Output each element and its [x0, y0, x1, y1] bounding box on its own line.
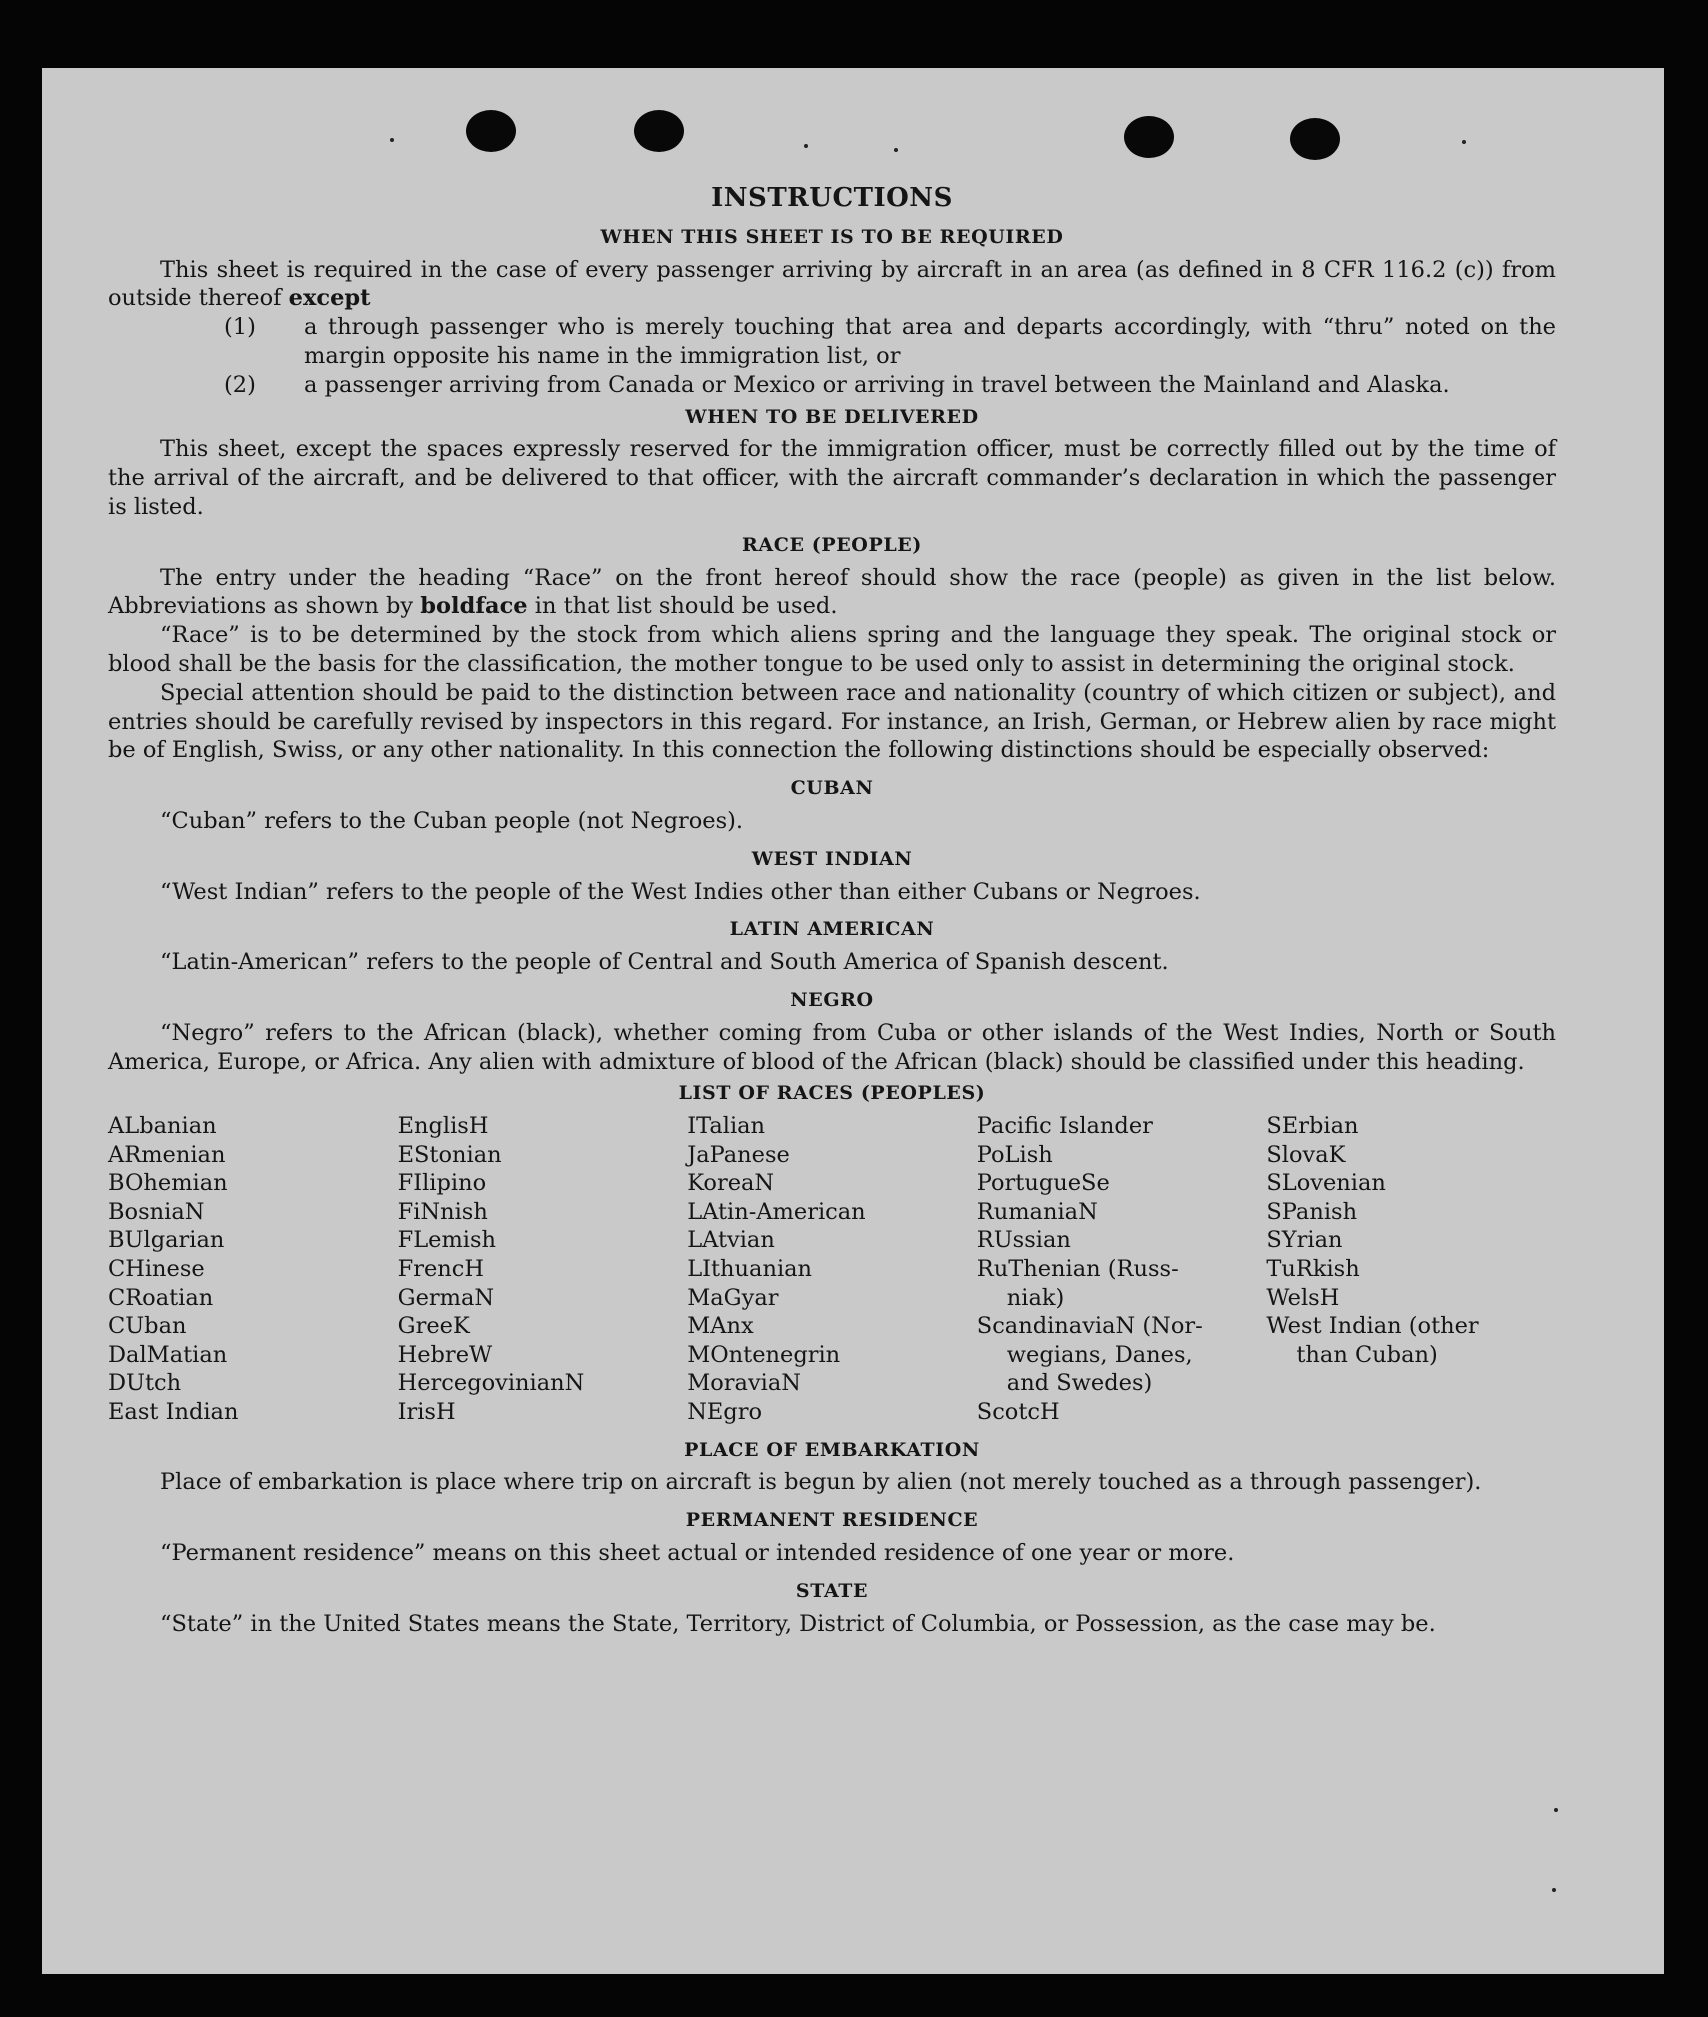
instructions-content [108, 184, 1556, 1638]
race-entry: and Swedes) [1006, 1370, 1153, 1397]
race-entry: ITalian [687, 1113, 766, 1140]
race-entry: MoraviaN [687, 1370, 801, 1397]
race-paragraph-3: Special attention should be paid to the distinction between race and nationality (country of which citizen or subject), and entries should be carefully revised by inspectors in this regard. For instance, an Irish, German, or Hebrew alien by race might be of English, Swiss, or any other nationality. In this connection the following distinctions should be especially observed: [108, 679, 1556, 764]
race-entry: HebreW [397, 1341, 493, 1368]
negro-text: “Negro” refers to the African (black), whether coming from Cuba or other islands of the West Indies, North or South America, Europe, or Africa. Any alien with admixture of blood of the African (black) should be classified under this heading. [108, 1019, 1556, 1075]
state-text: “State” in the United States means the State, Territory, District of Columbia, or Possession, as the case may be. [160, 1610, 1436, 1637]
race-entry: CHinese [108, 1256, 205, 1283]
race-entry: PoLish [976, 1141, 1053, 1168]
punch-hole [1290, 118, 1340, 160]
race-entry: TuRkish [1266, 1256, 1360, 1283]
exception-list [108, 313, 1556, 399]
page-title: INSTRUCTIONS [711, 183, 953, 213]
race-entry: DUtch [108, 1370, 182, 1397]
race-entry: SlovaK [1266, 1141, 1346, 1168]
speck [390, 138, 394, 142]
race-entry: HercegovinianN [397, 1370, 585, 1397]
punch-hole [1124, 116, 1174, 158]
race-entry: ALbanian [108, 1113, 217, 1140]
race-entry: BUlgarian [108, 1227, 225, 1254]
heading-state: STATE [795, 1579, 869, 1602]
cuban-text: “Cuban” refers to the Cuban people (not Negroes). [160, 807, 744, 834]
race-entry: ARmenian [108, 1141, 226, 1168]
race-entry: NEgro [687, 1399, 763, 1426]
speck [894, 148, 898, 152]
race-entry: East Indian [108, 1399, 239, 1426]
heading-race: RACE (PEOPLE) [742, 533, 922, 556]
races-column-1 [108, 1112, 398, 1427]
races-column-3 [687, 1112, 977, 1427]
race-entry: than Cuban) [1296, 1341, 1438, 1368]
speck [1462, 140, 1466, 144]
race-entry: MaGyar [687, 1284, 779, 1311]
heading-latin-american: LATIN AMERICAN [729, 918, 935, 941]
latin-american-text: “Latin-American” refers to the people of Central and South America of Spanish descent. [160, 949, 1169, 976]
race-entry: West Indian (other [1266, 1313, 1479, 1340]
race-entry: MOntenegrin [687, 1341, 841, 1368]
heading-list-of-races: LIST OF RACES (PEOPLES) [678, 1082, 986, 1105]
race-entry: ScandinaviaN (Nor- [976, 1313, 1203, 1340]
heading-negro: NEGRO [790, 988, 874, 1011]
race-entry: FrencH [397, 1256, 484, 1283]
punch-hole [466, 110, 516, 152]
heading-required: WHEN THIS SHEET IS TO BE REQUIRED [600, 225, 1064, 248]
race-entry: CRoatian [108, 1284, 214, 1311]
race-entry: SPanish [1266, 1198, 1358, 1225]
race-entry: SLovenian [1266, 1170, 1386, 1197]
speck [804, 144, 808, 148]
heading-cuban: CUBAN [790, 777, 874, 800]
race-entry: JaPanese [687, 1141, 790, 1168]
race-entry: CUban [108, 1313, 187, 1340]
race-entry: SYrian [1266, 1227, 1343, 1254]
race-entry: GreeK [397, 1313, 470, 1340]
heading-embarkation: PLACE OF EMBARKATION [684, 1438, 980, 1461]
race-entry: FLemish [397, 1227, 497, 1254]
race-entry: FIlipino [397, 1170, 487, 1197]
race-entry: LAtin-American [687, 1198, 866, 1225]
list-item: (1) a through passenger who is merely touching that area and departs accordingly, with “thru” noted on the margin opposite his name in the immigration list, or [224, 314, 1556, 369]
race-entry: MAnx [687, 1313, 754, 1340]
race-entry: wegians, Danes, [1006, 1341, 1193, 1368]
speck [1552, 1888, 1556, 1892]
races-list [108, 1112, 1556, 1427]
required-intro: This sheet is required in the case of every passenger arriving by aircraft in an area (as defined in 8 CFR 116.2 (c)) from outside thereof except [108, 256, 1556, 312]
speck [1554, 1808, 1558, 1812]
race-entry: IrisH [397, 1399, 456, 1426]
heading-west-indian: WEST INDIAN [751, 847, 913, 870]
punch-hole [634, 110, 684, 152]
heading-delivered: WHEN TO BE DELIVERED [685, 405, 979, 428]
races-column-5 [1266, 1112, 1556, 1427]
west-indian-text: “West Indian” refers to the people of the West Indies other than either Cubans or Negroes. [160, 878, 1201, 905]
races-column-2 [398, 1112, 688, 1427]
delivered-text: This sheet, except the spaces expressly reserved for the immigration officer, must be correctly filled out by the time of the arrival of the aircraft, and be delivered to that officer, with the aircraft commander’s declaration in which the passenger is listed. [108, 436, 1557, 520]
heading-permanent-residence: PERMANENT RESIDENCE [685, 1509, 979, 1532]
race-entry: Pacific Islander [976, 1113, 1153, 1140]
race-entry: WelsH [1266, 1284, 1340, 1311]
race-entry: SErbian [1266, 1113, 1359, 1140]
race-entry: RuThenian (Russ- [976, 1256, 1179, 1283]
race-entry: LIthuanian [687, 1256, 813, 1283]
races-column-4 [977, 1112, 1267, 1427]
race-entry: BOhemian [108, 1170, 228, 1197]
race-entry: EnglisH [397, 1113, 489, 1140]
race-entry: BosniaN [108, 1198, 205, 1225]
race-entry: FiNnish [397, 1198, 488, 1225]
permanent-residence-text: “Permanent residence” means on this sheet actual or intended residence of one year or more. [160, 1540, 1235, 1567]
embarkation-text: Place of embarkation is place where trip on aircraft is begun by alien (not merely touched as a through passenger). [160, 1469, 1482, 1496]
race-entry: PortugueSe [976, 1170, 1110, 1197]
race-paragraph-1: The entry under the heading “Race” on the front hereof should show the race (people) as given in the list below. Abbreviations as shown by boldface in that list should be used. [108, 564, 1556, 620]
race-paragraph-2: “Race” is to be determined by the stock from which aliens spring and the language they speak. The original stock or blood shall be the basis for the classification, the mother tongue to be used only to assist in determining the original stock. [108, 622, 1556, 677]
document-sheet [42, 68, 1664, 1974]
race-entry: ScotcH [976, 1399, 1060, 1426]
race-entry: RumaniaN [976, 1198, 1098, 1225]
list-item: (2) a passenger arriving from Canada or Mexico or arriving in travel between the Mainland and Alaska. [224, 371, 1450, 398]
race-entry: GermaN [397, 1284, 495, 1311]
race-entry: LAtvian [687, 1227, 775, 1254]
race-entry: RUssian [976, 1227, 1071, 1254]
race-entry: KoreaN [687, 1170, 775, 1197]
race-entry: niak) [1006, 1284, 1065, 1311]
race-entry: EStonian [397, 1141, 502, 1168]
race-entry: DalMatian [108, 1341, 228, 1368]
